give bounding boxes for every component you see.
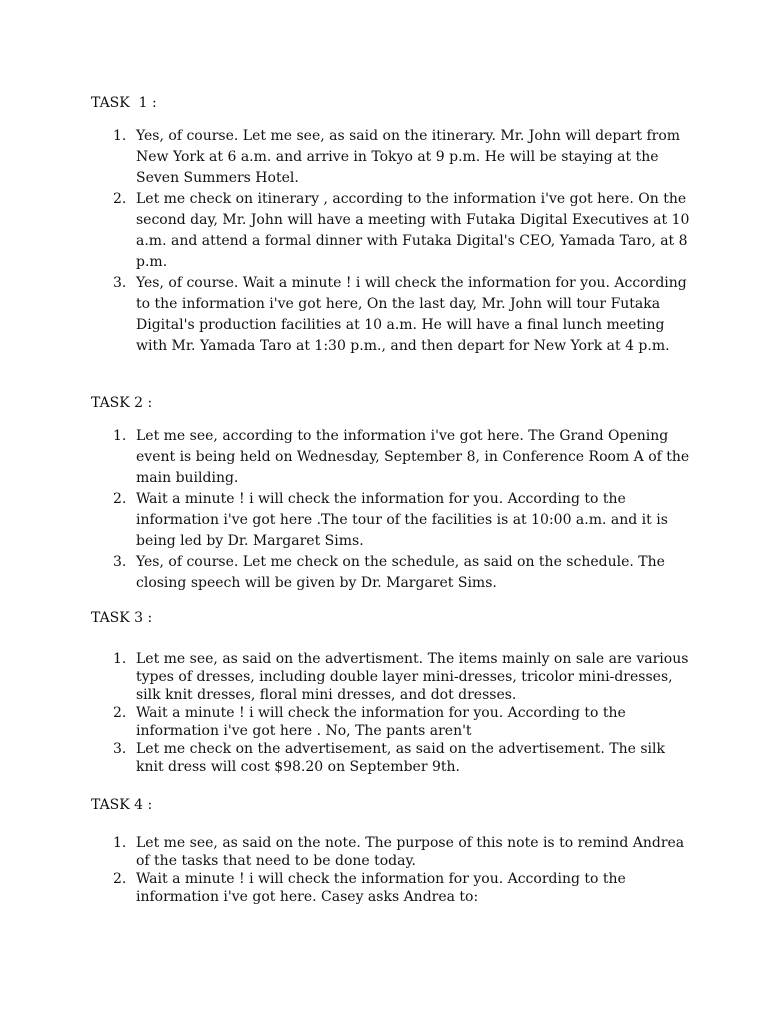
task-3-item-2 (91, 704, 691, 740)
item-number: 3. (113, 275, 127, 291)
item-number: 1. (113, 128, 127, 144)
item-number: 1. (113, 835, 127, 851)
item-number: 2. (113, 191, 127, 207)
task-4-item-2 (91, 870, 691, 906)
item-text: Wait a minute ! i will check the information for you. According to the information i've got here. Casey asks Andrea to: (136, 871, 626, 905)
task-3-item-1 (91, 650, 691, 704)
task-4-heading: TASK 4 : (91, 797, 153, 813)
task-1-item-1 (91, 126, 691, 189)
item-text: Let me check on the advertisement, as said on the advertisement. The silk knit dress will cost $98.20 on September 9th. (136, 741, 665, 775)
item-text: Let me see, according to the information i've got here. The Grand Opening event is being held on Wednesday, September 8, in Conference Room A of the main building. (136, 428, 690, 486)
task-2-heading: TASK 2 : (91, 395, 153, 411)
item-text: Let me see, as said on the advertisment. The items mainly on sale are various types of dresses, including double layer mini-dresses, tricolor mini-dresses, silk knit dresses, floral mini dresses, and dot dresses. (136, 651, 689, 703)
task-1-list (91, 126, 691, 357)
task-2-item-3 (91, 552, 691, 594)
item-text: Yes, of course. Let me see, as said on the itinerary. Mr. John will depart from New York at 6 a.m. and arrive in Tokyo at 9 p.m. He will be staying at the Seven Summers Hotel. (136, 128, 681, 186)
task-2-list (91, 426, 691, 594)
item-number: 1. (113, 428, 127, 444)
item-text: Yes, of course. Let me check on the schedule, as said on the schedule. The closing speech will be given by Dr. Margaret Sims. (136, 554, 665, 591)
item-text: Yes, of course. Wait a minute ! i will check the information for you. According to the information i've got here, On the last day, Mr. John will tour Futaka Digital's production facilities at 10 a.m. He will have a final lunch meeting with Mr. Yamada Taro at 1:30 p.m., and then depart for New York at 4 p.m. (136, 275, 687, 354)
task-3-heading: TASK 3 : (91, 610, 153, 626)
task-4-list (91, 834, 691, 906)
task-1-item-3 (91, 273, 691, 357)
item-text: Wait a minute ! i will check the information for you. According to the information i've got here .The tour of the facilities is at 10:00 a.m. and it is being led by Dr. Margaret Sims. (136, 491, 668, 549)
item-text: Let me see, as said on the note. The purpose of this note is to remind Andrea of the tasks that need to be done today. (136, 835, 685, 869)
task-3-list (91, 650, 691, 776)
item-number: 3. (113, 741, 127, 757)
item-number: 1. (113, 651, 127, 667)
item-number: 2. (113, 871, 127, 887)
item-text: Wait a minute ! i will check the information for you. According to the information i've got here . No, The pants aren't (136, 705, 626, 739)
task-1-heading: TASK 1 : (91, 95, 157, 111)
task-1-item-2 (91, 189, 691, 273)
task-3-item-3 (91, 740, 691, 776)
item-text: Let me check on itinerary , according to the information i've got here. On the second day, Mr. John will have a meeting with Futaka Digital Executives at 10 a.m. and attend a formal dinner with Futaka Digital's CEO, Yamada Taro, at 8 p.m. (136, 191, 690, 270)
task-4-item-1 (91, 834, 691, 870)
item-number: 3. (113, 554, 127, 570)
item-number: 2. (113, 491, 127, 507)
task-2-item-1 (91, 426, 691, 489)
item-number: 2. (113, 705, 127, 721)
task-2-item-2 (91, 489, 691, 552)
